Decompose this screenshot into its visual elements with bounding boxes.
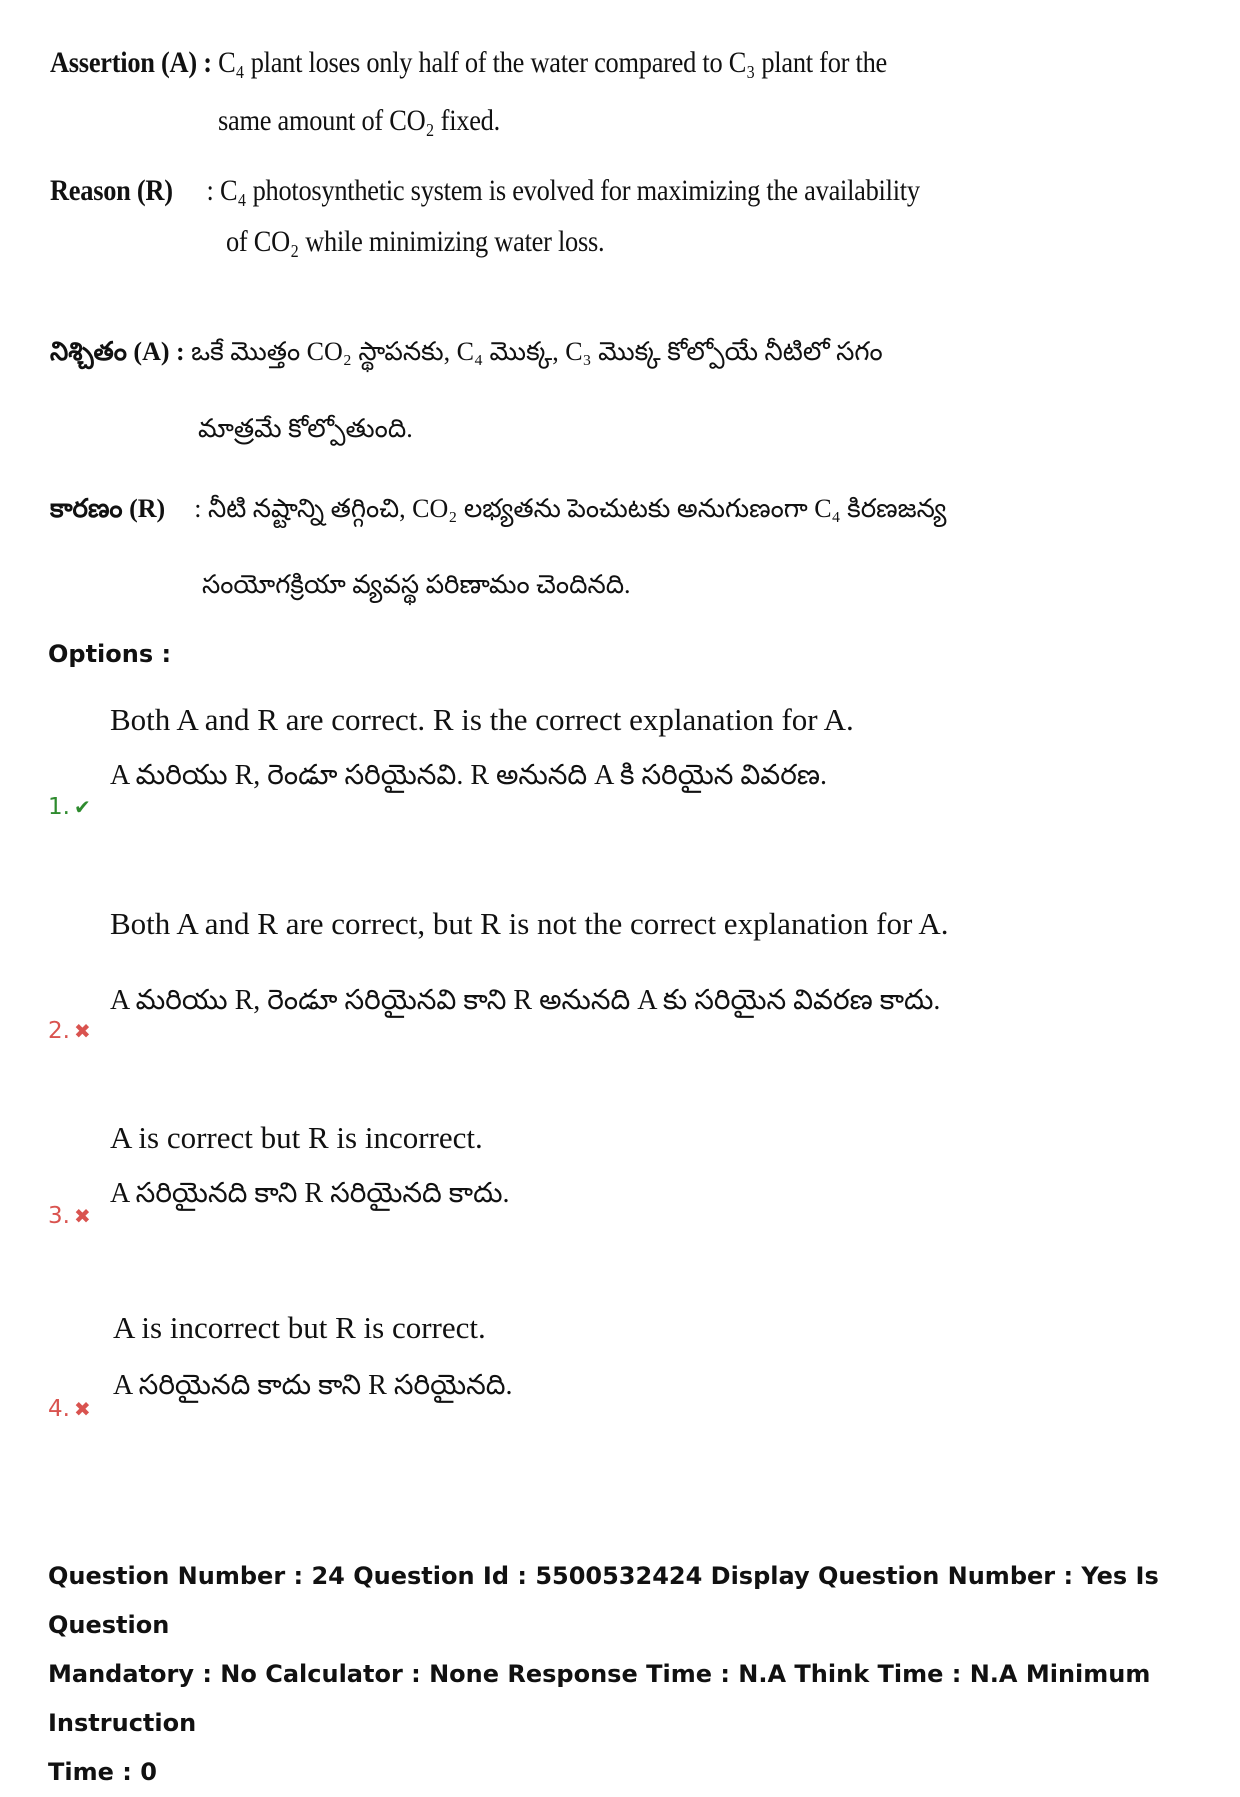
option-2-te: A మరియు R, రెండూ సరియైనవి కాని R అనునది A కు సరియైన వివరణ కాదు. <box>110 985 941 1016</box>
reason-te-text: నీటి నష్టాన్ని తగ్గించి, CO₂ లభ్యతను పెంచుటకు అనుగుణంగా C₄ కిరణజన్య <box>207 494 947 523</box>
assertion-en-line1 <box>50 46 887 80</box>
cross-icon: ✖ <box>73 1204 91 1228</box>
metadata-line-2: Mandatory : No Calculator : None Response Time : N.A Think Time : N.A Minimum Instruction <box>48 1660 1151 1737</box>
cross-icon: ✖ <box>73 1397 91 1421</box>
reason-te-label: కారణం (R) <box>50 494 166 523</box>
assertion-label: Assertion (A) : <box>50 46 212 79</box>
option-1-number: 1. <box>48 794 70 820</box>
reason-label: Reason (R) <box>50 174 173 207</box>
reason-te-line1 <box>50 494 946 530</box>
option-4-te: A సరియైనది కాదు కాని R సరియైనది. <box>113 1370 513 1401</box>
question-metadata <box>48 1552 1208 1797</box>
check-icon: ✔ <box>73 795 91 819</box>
assertion-te-text: ఒకే మొత్తం CO₂ స్థాపనకు, C₄ మొక్క, C₃ మొక్క కోల్పోయే నీటిలో సగం <box>191 337 883 366</box>
reason-te-line2: సంయోగక్రియా వ్యవస్థ పరిణామం చెందినది. <box>202 570 631 599</box>
option-3-number: 3. <box>48 1203 70 1229</box>
option-4-marker[interactable] <box>48 1396 91 1422</box>
reason-te-sep: : <box>194 494 202 523</box>
option-3-marker[interactable] <box>48 1203 91 1229</box>
options-heading: Options : <box>48 640 172 668</box>
option-1-te: A మరియు R, రెండూ సరియైనవి. R అనునది A కి సరియైన వివరణ. <box>110 760 827 791</box>
option-1-en: Both A and R are correct. R is the correct explanation for A. <box>110 702 854 737</box>
assertion-te-label: నిశ్చితం (A) : <box>50 337 185 366</box>
option-4-number: 4. <box>48 1396 70 1422</box>
assertion-te-line1 <box>50 337 883 373</box>
option-2-number: 2. <box>48 1018 70 1044</box>
metadata-line-1: Question Number : 24 Question Id : 5500532424 Display Question Number : Yes Is Question <box>48 1562 1159 1639</box>
option-4-en: A is incorrect but R is correct. <box>113 1310 486 1345</box>
option-3-te: A సరియైనది కాని R సరియైనది కాదు. <box>110 1178 510 1209</box>
reason-sep: : <box>206 174 214 207</box>
reason-en-line2: of CO₂ while minimizing water loss. <box>226 225 605 258</box>
assertion-te-line2: మాత్రమే కోల్పోతుంది. <box>198 414 413 443</box>
metadata-line-3: Time : 0 <box>48 1758 157 1786</box>
option-2-marker[interactable] <box>48 1018 91 1044</box>
option-2-en: Both A and R are correct, but R is not the correct explanation for A. <box>110 906 949 941</box>
assertion-en-line2: same amount of CO₂ fixed. <box>218 104 500 137</box>
option-3-en: A is correct but R is incorrect. <box>110 1120 483 1155</box>
reason-en-line1 <box>50 174 920 208</box>
option-1-marker[interactable] <box>48 794 91 820</box>
cross-icon: ✖ <box>73 1019 91 1043</box>
reason-text: C₄ photosynthetic system is evolved for maximizing the availability <box>219 174 920 207</box>
assertion-text: C₄ plant loses only half of the water compared to C₃ plant for the <box>218 46 887 79</box>
